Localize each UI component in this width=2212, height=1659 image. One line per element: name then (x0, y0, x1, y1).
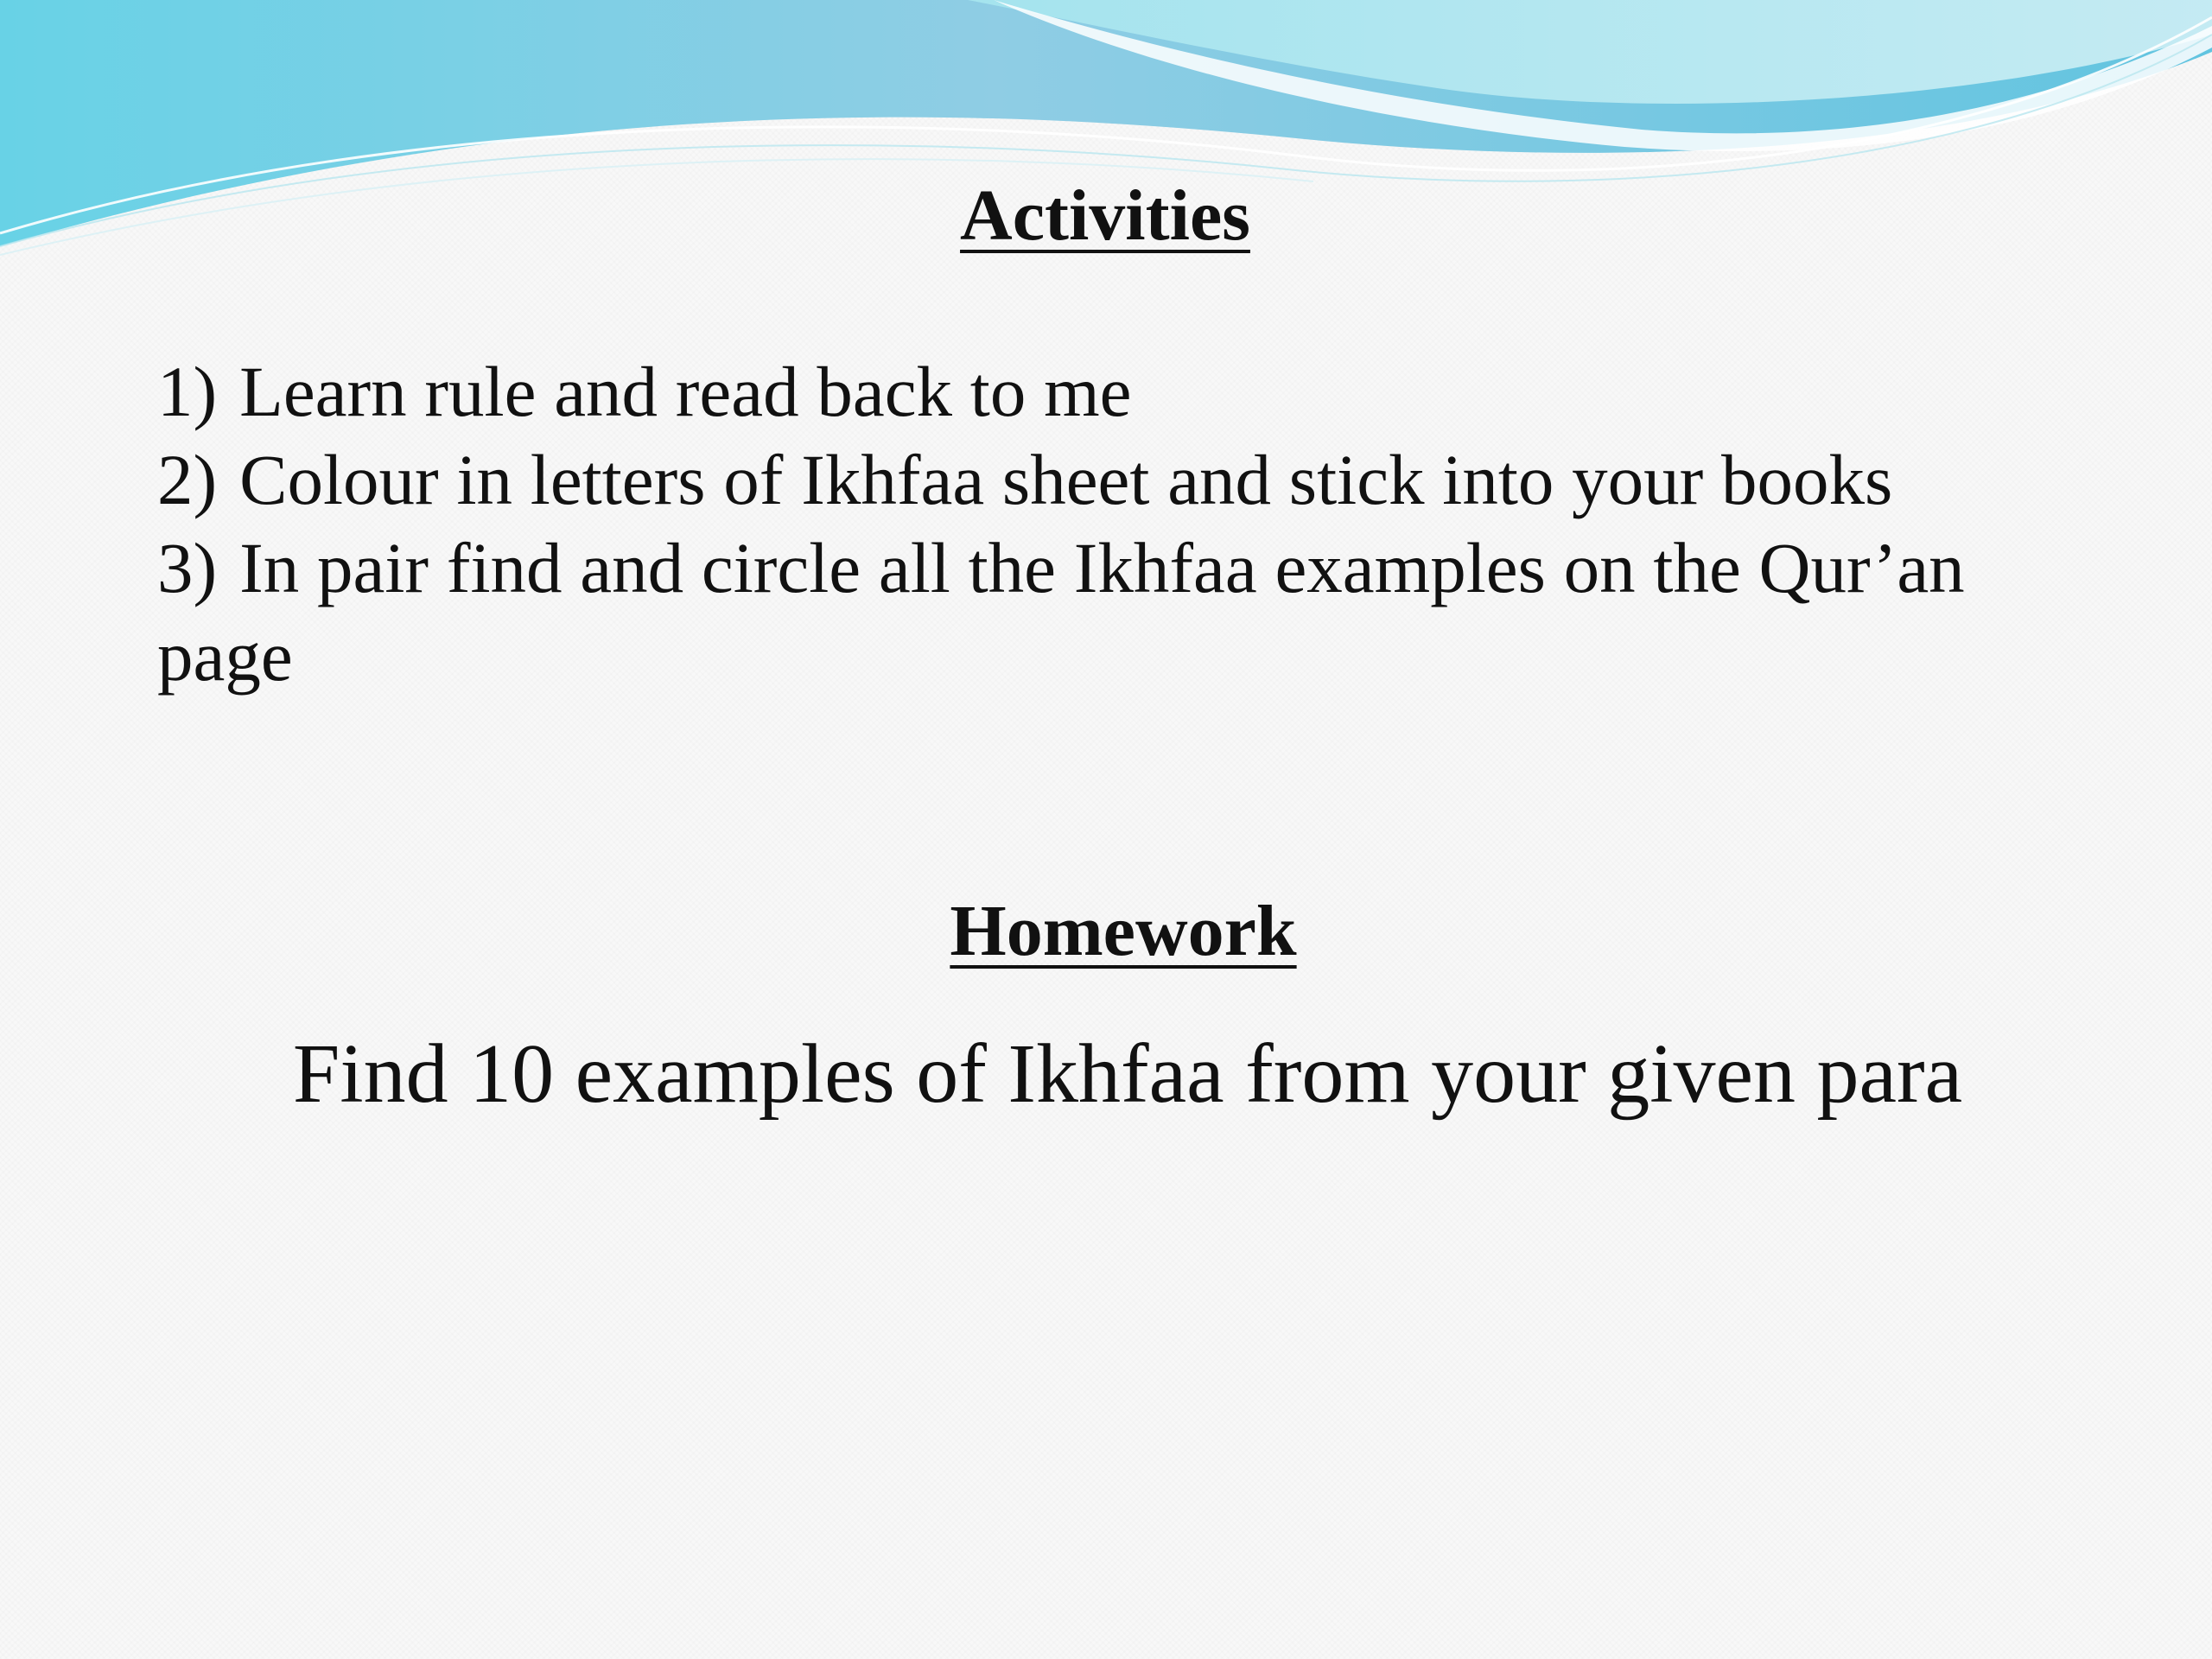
activity-number: 1) (157, 352, 218, 431)
activities-heading: Activities (960, 175, 1250, 256)
activity-text: Learn rule and read back to me (239, 352, 1132, 431)
activity-text: In pair find and circle all the Ikhfaa examples on the Qur’an page (157, 528, 1965, 696)
activities-list (157, 347, 2101, 700)
activity-item-3 (157, 524, 2101, 700)
activity-item-1 (157, 347, 2101, 435)
homework-heading: Homework (950, 891, 1297, 971)
homework-text: Find 10 examples of Ikhfaa from your given para (292, 1027, 1963, 1121)
activity-text: Colour in letters of Ikhfaa sheet and stick into your books (239, 440, 1893, 519)
activity-number: 2) (157, 440, 218, 519)
activity-item-2 (157, 435, 2101, 524)
activity-number: 3) (157, 528, 218, 607)
